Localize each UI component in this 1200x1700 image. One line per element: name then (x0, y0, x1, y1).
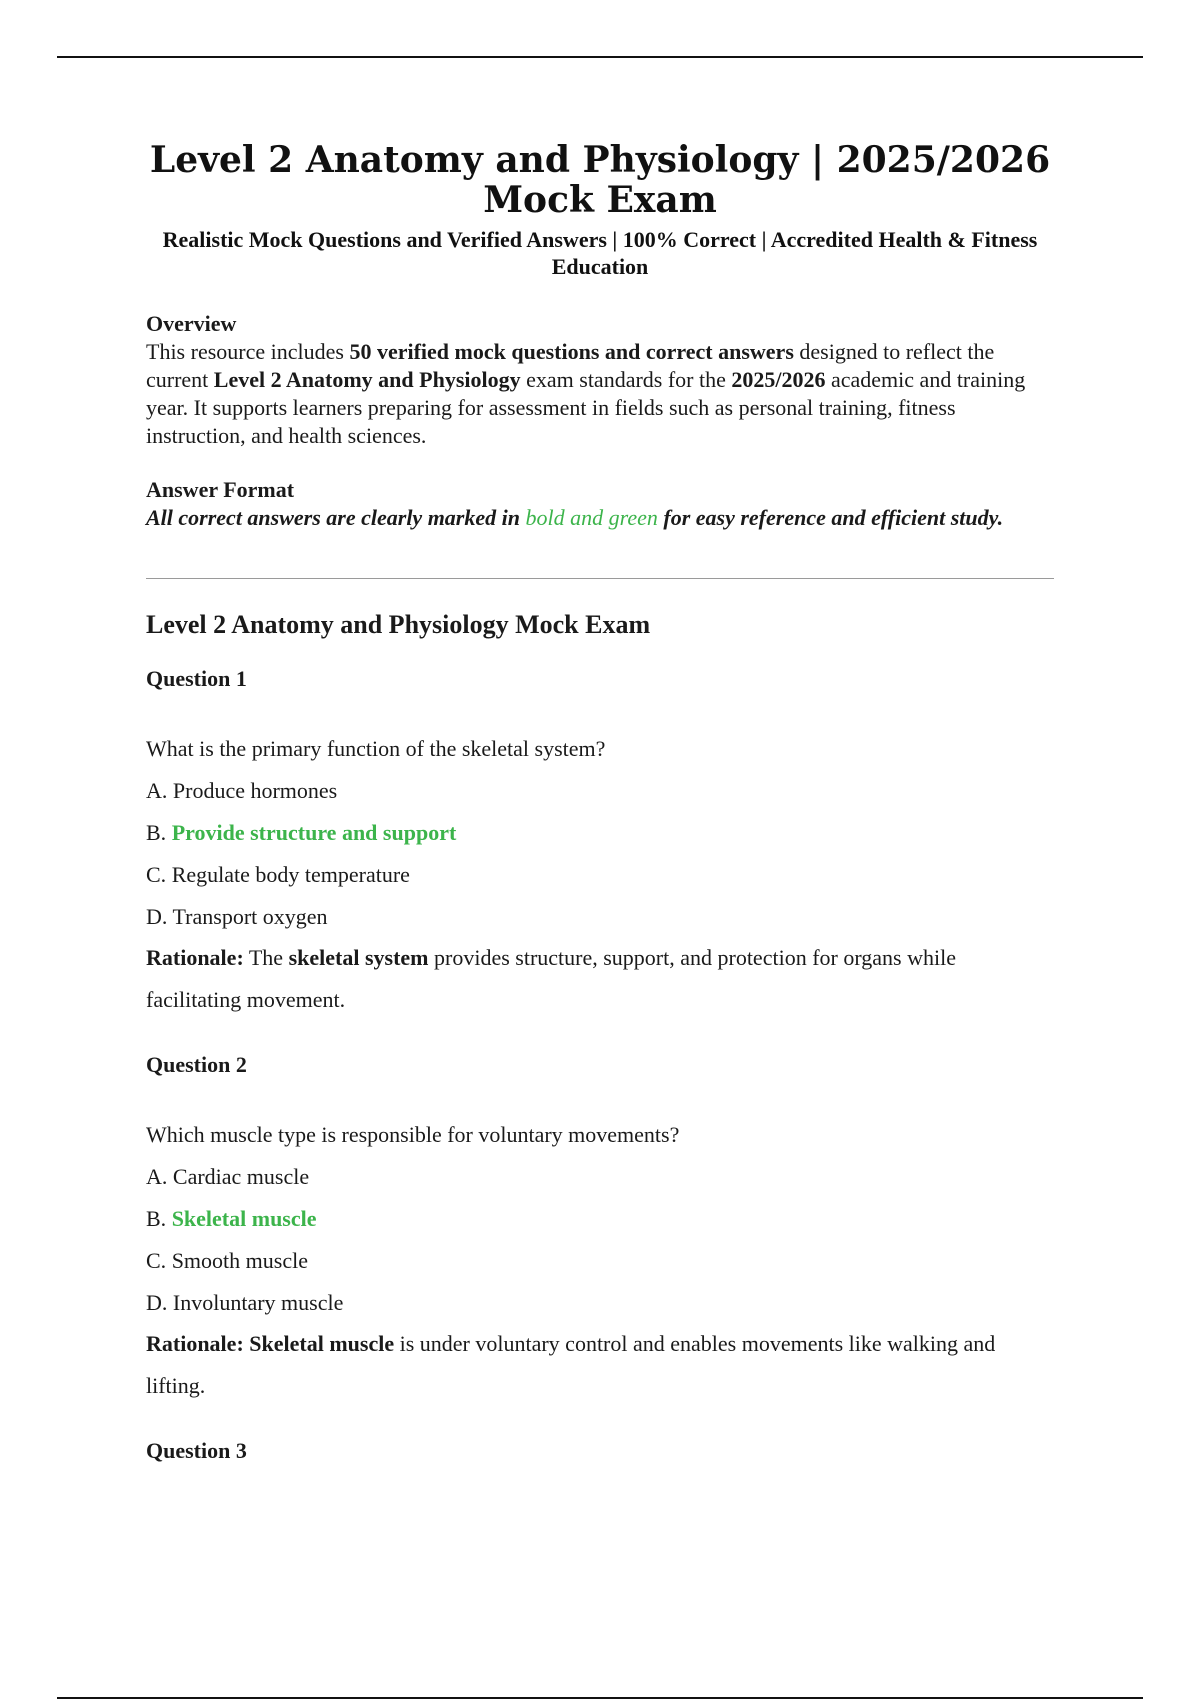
option-letter: B. (146, 1206, 172, 1231)
option-text: Transport oxygen (172, 904, 328, 929)
option-d (146, 903, 1054, 931)
rationale-text-part: is under voluntary control and enables movements like walking and lifting. (146, 1331, 996, 1398)
overview-text-part: designed to reflect the current (146, 339, 995, 392)
option-text: Produce hormones (172, 778, 338, 803)
correct-option-text: Skeletal muscle (171, 1206, 317, 1231)
document-body (146, 140, 1054, 1465)
rationale (146, 937, 1054, 1021)
correct-option-text: Provide structure and support (171, 820, 457, 845)
question-text: Which muscle type is responsible for voluntary movements? (146, 1122, 680, 1147)
option-letter: C. (146, 1248, 172, 1273)
option-text: Smooth muscle (171, 1248, 308, 1273)
question-heading: Question 2 (146, 1052, 247, 1077)
overview-text-part: exam standards for the (520, 367, 732, 392)
answer-format-text-part: for easy reference and efficient study. (657, 505, 1004, 530)
question-3 (146, 1437, 1054, 1465)
option-letter: D. (146, 1290, 173, 1315)
overview-bold-year: 2025/2026 (731, 367, 826, 392)
option-text: Cardiac muscle (172, 1164, 310, 1189)
question-heading: Question 1 (146, 666, 247, 691)
option-a (146, 1163, 1054, 1191)
rationale-label: Rationale: (146, 1331, 244, 1356)
exam-heading: Level 2 Anatomy and Physiology Mock Exam (146, 610, 651, 639)
overview-bold-level: Level 2 Anatomy and Physiology (213, 367, 521, 392)
answer-format-text-part: All correct answers are clearly marked in (146, 505, 526, 530)
rationale-text-part: The (243, 945, 289, 970)
option-letter: D. (146, 904, 173, 929)
option-b-correct (146, 1205, 1054, 1233)
overview-text-part: academic and training year. It supports learners preparing for assessment in fields such as personal training, fitness instruction, and health sciences. (146, 367, 1026, 448)
answer-format-text (146, 504, 1054, 532)
rationale-text-part: provides structure, support, and protection for organs while facilitating movement. (146, 945, 956, 1012)
option-letter: C. (146, 862, 172, 887)
answer-format-section (146, 476, 1054, 532)
option-letter: A. (146, 1164, 173, 1189)
option-letter: B. (146, 820, 172, 845)
top-rule (57, 56, 1143, 58)
option-text: Involuntary muscle (172, 1290, 344, 1315)
option-c (146, 1247, 1054, 1275)
answer-format-heading: Answer Format (146, 477, 295, 502)
document-subtitle: Realistic Mock Questions and Verified Answers | 100% Correct | Accredited Health & Fitness Education (162, 227, 1038, 279)
rationale-bold-term: Skeletal muscle (249, 1331, 395, 1356)
option-c (146, 861, 1054, 889)
option-a (146, 777, 1054, 805)
overview-bold-questions: 50 verified mock questions and correct answers (349, 339, 794, 364)
rationale-bold-term: skeletal system (288, 945, 429, 970)
option-b-correct (146, 819, 1054, 847)
question-2 (146, 1051, 1054, 1407)
question-text: What is the primary function of the skeletal system? (146, 736, 606, 761)
document-title: Level 2 Anatomy and Physiology | 2025/2026 Mock Exam (149, 139, 1051, 221)
overview-section (146, 310, 1054, 450)
question-1 (146, 665, 1054, 1021)
section-divider (146, 578, 1054, 579)
overview-text-part: This resource includes (146, 339, 350, 364)
rationale (146, 1323, 1054, 1407)
overview-heading: Overview (146, 311, 237, 336)
answer-format-green-text: bold and green (525, 505, 658, 530)
option-letter: A. (146, 778, 173, 803)
option-d (146, 1289, 1054, 1317)
question-heading: Question 3 (146, 1438, 247, 1463)
option-text: Regulate body temperature (171, 862, 410, 887)
bottom-rule (57, 1697, 1143, 1699)
overview-text (146, 338, 1054, 450)
rationale-label: Rationale: (146, 945, 244, 970)
